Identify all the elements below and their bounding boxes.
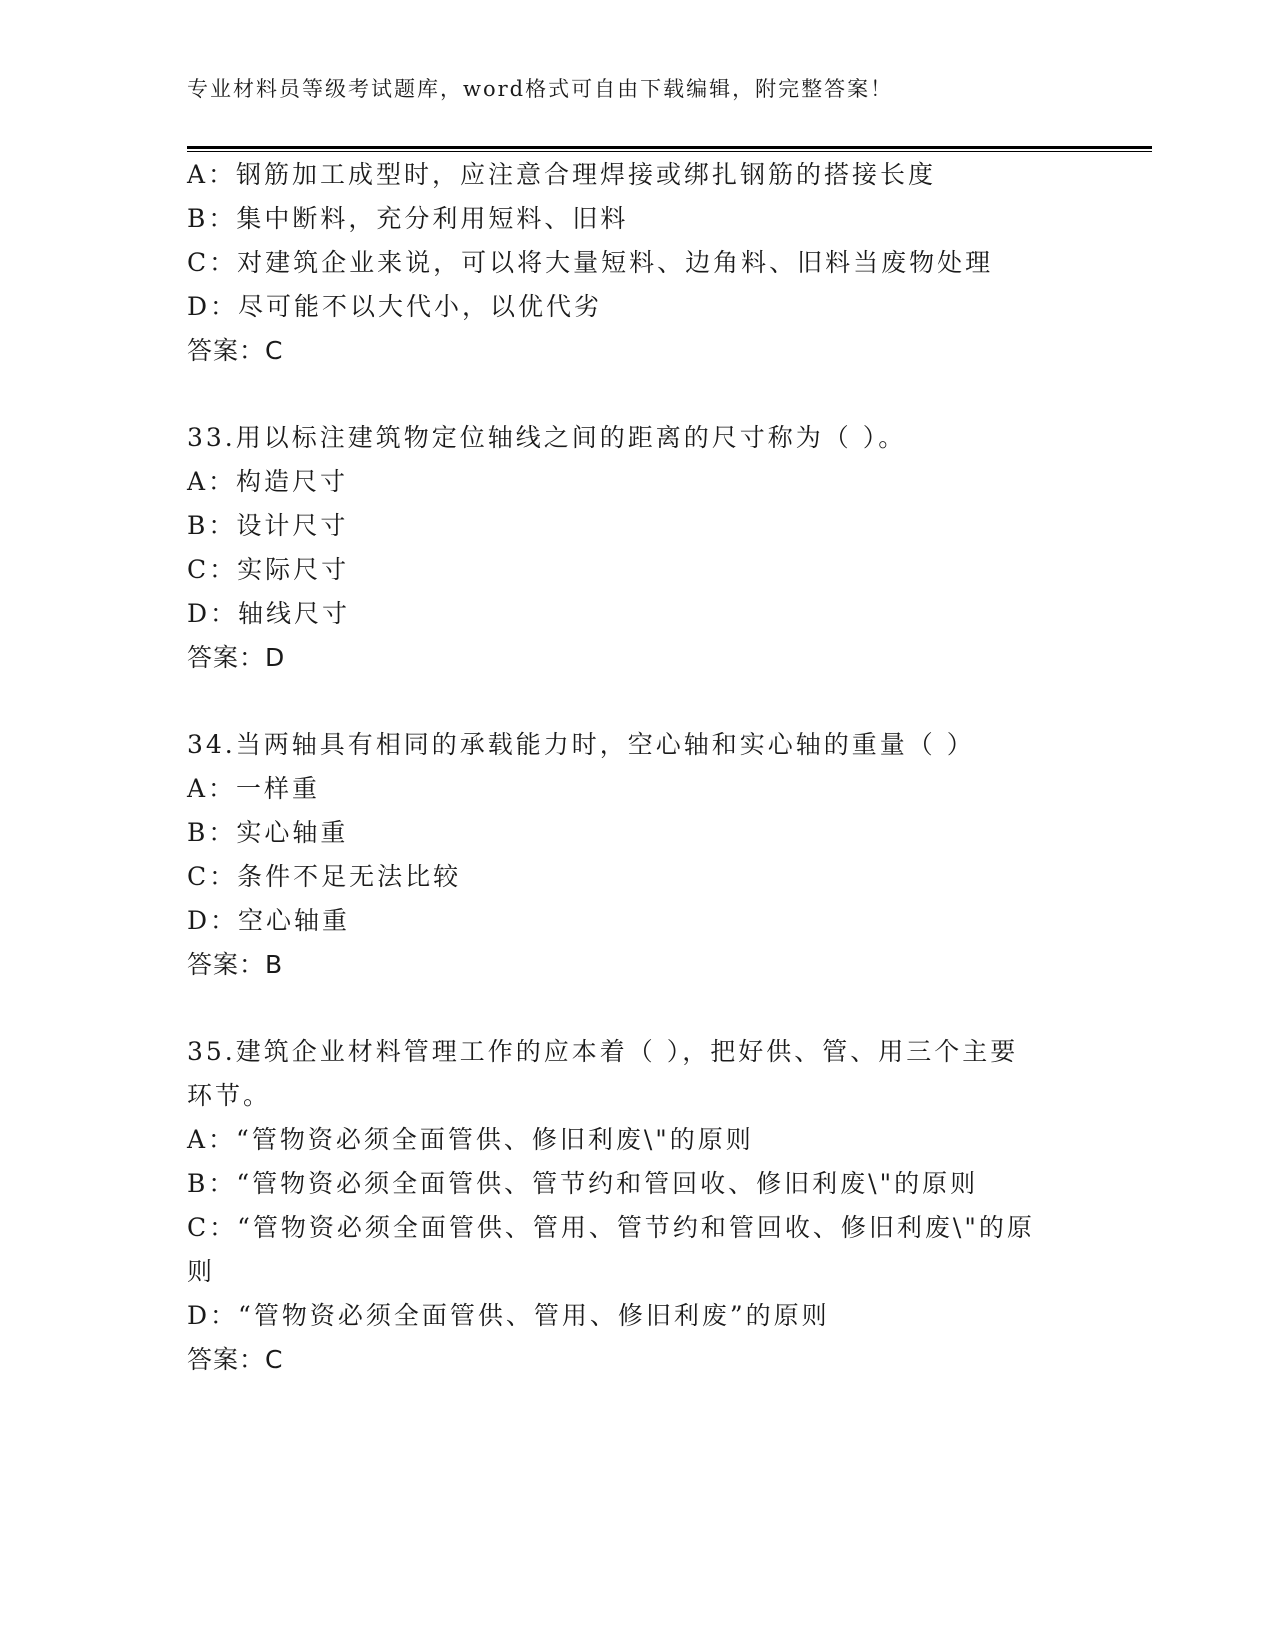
option-c: C：实际尺寸 (187, 555, 350, 584)
option-c-continuation: 则 (187, 1257, 216, 1286)
option-a: A：“管物资必须全面管供、修旧利废\"的原则 (187, 1125, 754, 1154)
question-35-continuation: 环节。 (187, 1081, 272, 1110)
option-d: D：轴线尺寸 (187, 599, 351, 628)
option-a: A：钢筋加工成型时，应注意合理焊接或绑扎钢筋的搭接长度 (187, 160, 937, 189)
question-33: 33.用以标注建筑物定位轴线之间的距离的尺寸称为（ ）。 (187, 423, 907, 452)
option-d: D：“管物资必须全面管供、管用、修旧利废”的原则 (187, 1301, 830, 1330)
answer-line: 答案：C (187, 1345, 284, 1374)
option-d: D：空心轴重 (187, 906, 351, 935)
answer-line: 答案：D (187, 643, 286, 672)
option-c: C：“管物资必须全面管供、管用、管节约和管回收、修旧利废\"的原 (187, 1213, 1035, 1242)
answer-line: 答案：C (187, 336, 284, 365)
option-a: A：构造尺寸 (187, 467, 349, 496)
option-b: B：“管物资必须全面管供、管节约和管回收、修旧利废\"的原则 (187, 1169, 979, 1198)
option-a: A：一样重 (187, 774, 321, 803)
answer-line: 答案：B (187, 950, 284, 979)
option-d: D：尽可能不以大代小，以优代劣 (187, 292, 603, 321)
header-divider-thick (187, 146, 1152, 149)
question-35: 35.建筑企业材料管理工作的应本着（ ），把好供、管、用三个主要 (187, 1037, 1019, 1066)
header-divider-thin (187, 151, 1152, 152)
option-b: B：设计尺寸 (187, 511, 349, 540)
option-b: B：集中断料，充分利用短料、旧料 (187, 204, 629, 233)
question-34: 34.当两轴具有相同的承载能力时，空心轴和实心轴的重量（ ） (187, 730, 975, 759)
option-c: C：对建筑企业来说，可以将大量短料、边角料、旧料当废物处理 (187, 248, 994, 277)
document-header: 专业材料员等级考试题库，word格式可自由下载编辑，附完整答案！ (187, 77, 894, 101)
option-b: B：实心轴重 (187, 818, 349, 847)
option-c: C：条件不足无法比较 (187, 862, 462, 891)
